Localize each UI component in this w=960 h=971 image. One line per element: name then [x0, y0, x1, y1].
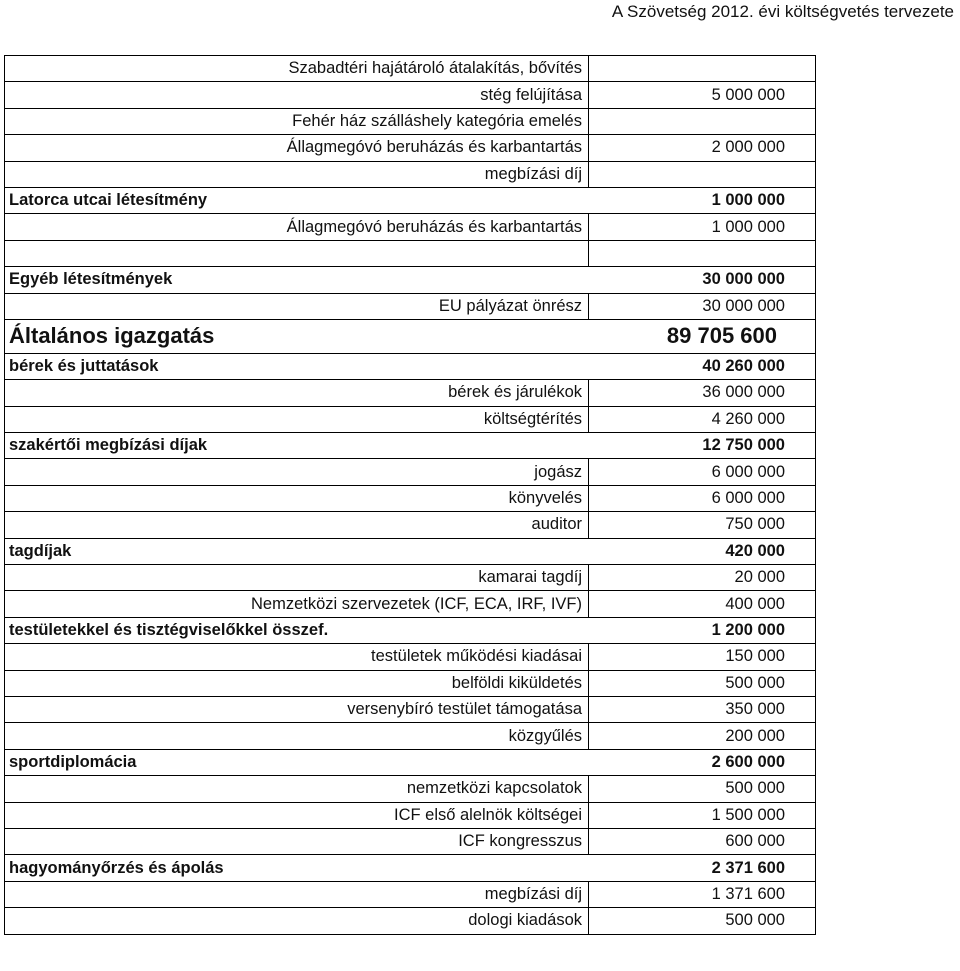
row-label: ICF kongresszus: [5, 829, 589, 854]
table-row: [5, 512, 815, 538]
row-amount: 12 750 000: [702, 436, 785, 455]
row-label: bérek és járulékok: [5, 380, 589, 405]
table-row: [5, 486, 815, 512]
table-row: [5, 829, 815, 855]
document-title: A Szövetség 2012. évi költségvetés tervezete: [611, 2, 954, 21]
row-amount: 1 200 000: [711, 621, 785, 639]
row-amount: 500 000: [725, 911, 785, 930]
table-row: [5, 908, 815, 934]
row-amount: [589, 241, 815, 266]
row-amount: 2 000 000: [711, 138, 785, 157]
row-amount: 40 260 000: [702, 357, 785, 376]
row-amount: 1 500 000: [711, 805, 785, 824]
row-amount: 600 000: [725, 832, 785, 851]
row-label: Szabadtéri hajátároló átalakítás, bővítés: [5, 56, 589, 81]
row-label: megbízási díj: [5, 162, 589, 187]
table-row: [5, 162, 815, 188]
row-amount: 1 371 600: [711, 884, 785, 903]
row-label: stég felújítása: [5, 82, 589, 107]
row-amount: 4 260 000: [711, 409, 785, 428]
table-row: [5, 591, 815, 617]
row-label: testületek működési kiadásai: [5, 644, 589, 669]
row-amount: [589, 56, 815, 81]
table-row: [5, 241, 815, 267]
row-amount: [589, 109, 815, 134]
table-row: [5, 56, 815, 82]
row-amount: 30 000 000: [702, 296, 785, 315]
row-label: szakértői megbízási díjak: [9, 436, 208, 455]
table-row: [5, 135, 815, 161]
table-row: [5, 214, 815, 240]
row-amount: [589, 162, 815, 187]
table-row: [5, 750, 815, 776]
table-row: [5, 320, 815, 354]
table-row: [5, 459, 815, 485]
row-label: versenybíró testület támogatása: [5, 697, 589, 722]
table-row: [5, 294, 815, 320]
table-row: [5, 776, 815, 802]
row-label: megbízási díj: [5, 882, 589, 907]
row-label: jogász: [5, 459, 589, 484]
row-amount: 500 000: [725, 779, 785, 798]
row-label: Általános igazgatás: [9, 323, 215, 349]
row-amount: 750 000: [725, 515, 785, 534]
row-label: auditor: [5, 512, 589, 537]
row-amount: 400 000: [725, 594, 785, 613]
table-row: [5, 539, 815, 565]
row-label: Egyéb létesítmények: [9, 270, 173, 289]
row-amount: 6 000 000: [711, 462, 785, 481]
row-label: belföldi kiküldetés: [5, 671, 589, 696]
row-amount: 1 000 000: [711, 191, 785, 210]
table-row: [5, 109, 815, 135]
table-row: [5, 855, 815, 881]
row-label: Állagmegóvó beruházás és karbantartás: [5, 214, 589, 239]
table-row: [5, 565, 815, 591]
table-row: [5, 644, 815, 670]
table-row: [5, 82, 815, 108]
row-label: Fehér ház szálláshely kategória emelés: [5, 109, 589, 134]
row-label: hagyományőrzés és ápolás: [9, 858, 224, 877]
row-amount: 36 000 000: [702, 383, 785, 402]
table-row: [5, 380, 815, 406]
row-label: költségtérítés: [5, 407, 589, 432]
table-row: [5, 803, 815, 829]
row-amount: 150 000: [725, 647, 785, 666]
table-row: [5, 618, 815, 644]
table-row: [5, 723, 815, 749]
row-amount: 500 000: [725, 673, 785, 692]
row-label: EU pályázat önrész: [5, 294, 589, 319]
table-row: [5, 188, 815, 214]
table-row: [5, 433, 815, 459]
row-amount: 6 000 000: [711, 489, 785, 508]
row-amount: 2 371 600: [711, 858, 785, 877]
row-label: nemzetközi kapcsolatok: [5, 776, 589, 801]
row-amount: 5 000 000: [711, 85, 785, 104]
table-row: [5, 407, 815, 433]
row-label: Állagmegóvó beruházás és karbantartás: [5, 135, 589, 160]
row-amount: 89 705 600: [666, 323, 777, 349]
table-row: [5, 267, 815, 293]
row-label: [5, 241, 589, 266]
table-row: [5, 882, 815, 908]
row-amount: 420 000: [725, 541, 785, 560]
row-amount: 200 000: [725, 726, 785, 745]
row-label: ICF első alelnök költségei: [5, 803, 589, 828]
row-amount: 1 000 000: [711, 217, 785, 236]
row-amount: 20 000: [734, 568, 785, 587]
row-label: Nemzetközi szervezetek (ICF, ECA, IRF, IVF): [5, 591, 589, 616]
row-amount: 30 000 000: [702, 270, 785, 289]
row-label: könyvelés: [5, 486, 589, 511]
row-label: bérek és juttatások: [9, 357, 159, 376]
row-label: Latorca utcai létesítmény: [9, 191, 208, 210]
table-row: [5, 697, 815, 723]
table-row: [5, 671, 815, 697]
row-label: dologi kiadások: [5, 908, 589, 933]
row-label: kamarai tagdíj: [5, 565, 589, 590]
row-amount: 2 600 000: [711, 752, 785, 771]
row-amount: 350 000: [725, 700, 785, 719]
row-label: tagdíjak: [9, 541, 72, 560]
budget-table: [4, 55, 816, 935]
table-row: [5, 354, 815, 380]
row-label: közgyűlés: [5, 723, 589, 748]
row-label: sportdiplomácia: [9, 752, 137, 771]
row-label: testületekkel és tisztégviselőkkel összef.: [9, 621, 329, 639]
